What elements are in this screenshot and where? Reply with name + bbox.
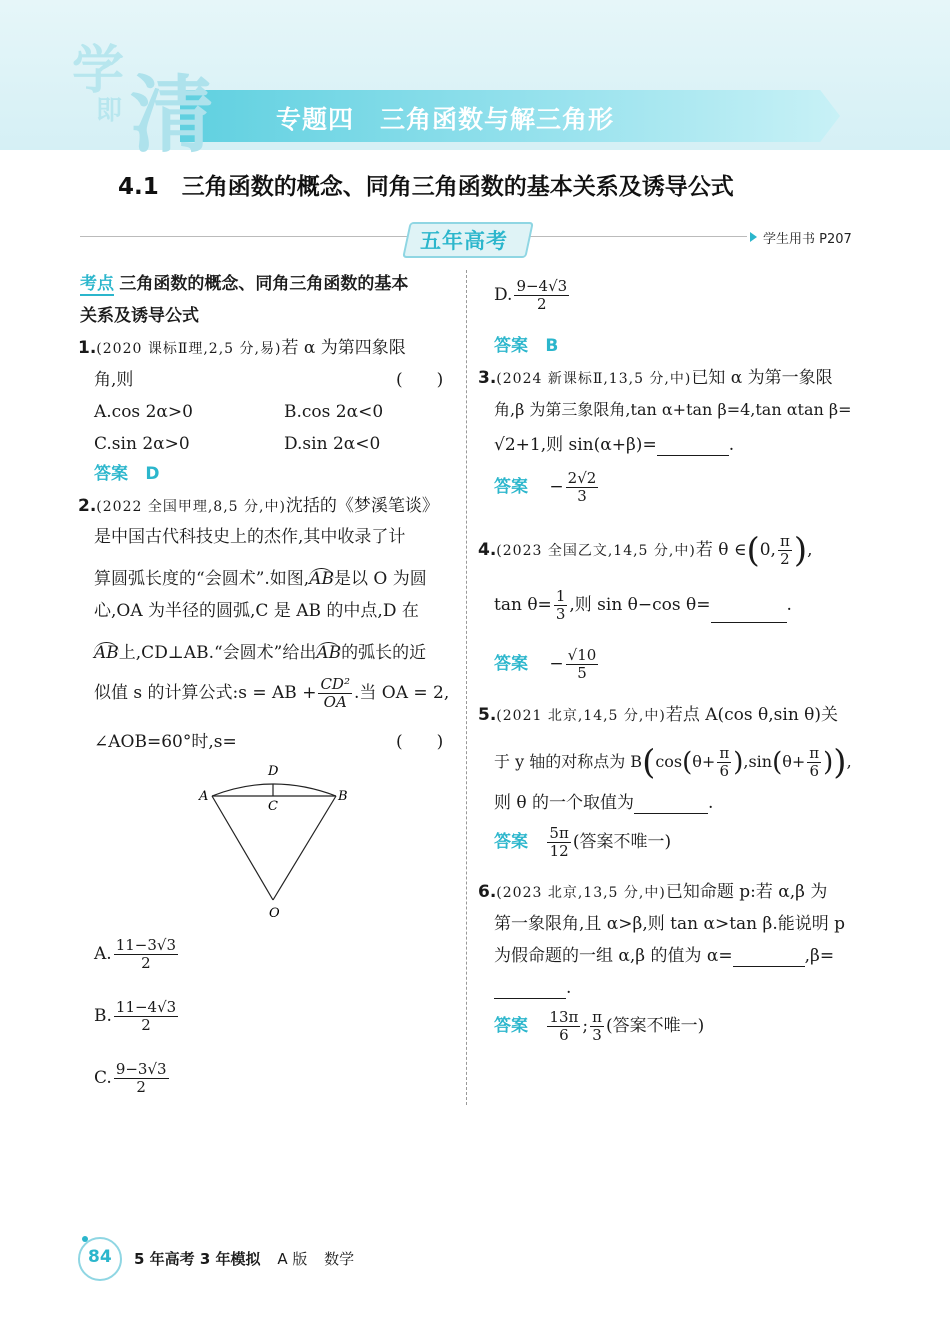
topic-title: 专题四 三角函数与解三角形 — [276, 105, 615, 134]
q3-answer-sign: − — [549, 477, 564, 497]
q5-paren-inner-left-1: ( — [682, 747, 693, 778]
q6-answer-1-num: 13π — [549, 1008, 579, 1026]
q5-fraction-1 — [717, 745, 731, 780]
q3-number: 3. — [478, 368, 497, 388]
q6-line-3 — [494, 945, 834, 967]
q6-number: 6. — [478, 882, 497, 902]
q6-source: (2023 北京,13,5 分,中) — [496, 885, 666, 901]
q2-figure-arc — [212, 784, 336, 796]
q1-answer — [94, 463, 160, 485]
q2-fraction-den: OA — [323, 693, 347, 711]
q2-stem-7: ∠AOB=60°时,s= — [94, 732, 237, 752]
q5-paren-inner-right-1: ) — [733, 747, 744, 778]
q1-option-d: D.sin 2α<0 — [284, 434, 381, 454]
q3-answer-fraction — [566, 470, 599, 505]
q3-stem-1: 已知 α 为第一象限 — [691, 368, 833, 388]
footer-edition: A 版 — [277, 1250, 308, 1268]
q5-pi-2: π — [809, 744, 820, 762]
q6-stem-3a: 为假命题的一组 α,β 的值为 α= — [494, 946, 733, 966]
q4-stem-2-end: . — [786, 595, 792, 615]
q4-stem-2b: ,则 sin θ−cos θ= — [569, 595, 711, 615]
q2-stem-1: 沈括的《梦溪笔谈》 — [285, 496, 439, 516]
q6-answer-fraction-1 — [547, 1009, 580, 1044]
q2-line-6 — [94, 676, 449, 711]
q5-paren-inner-right-2: ) — [823, 747, 834, 778]
logo-char-1: 学 — [72, 41, 125, 101]
q5-theta-plus-2: θ+ — [782, 752, 806, 771]
q6-answer-separator: ; — [582, 1016, 589, 1036]
q2-formula-fraction — [318, 676, 352, 711]
q1-option-a: A.cos 2α>0 — [94, 402, 193, 422]
q2-stem-6b: .当 OA = 2, — [353, 683, 450, 703]
q1-answer-label: 答案 — [94, 464, 128, 484]
q5-number: 5. — [478, 705, 497, 725]
q2-number: 2. — [78, 496, 97, 516]
q4-two: 2 — [780, 550, 790, 568]
q5-six-2: 6 — [809, 762, 819, 780]
q5-stem-2a: 于 y 轴的对称点为 B — [494, 752, 643, 771]
q5-pi-1: π — [719, 744, 730, 762]
kaodian-text-2: 关系及诱导公式 — [80, 306, 199, 326]
q4-answer-fraction — [566, 647, 599, 682]
q4-source: (2023 全国乙文,14,5 分,中) — [496, 543, 696, 559]
q3-stem-2: 角,β 为第三象限角,tan α+tan β=4,tan αtan β= — [494, 400, 852, 419]
q6-answer-fraction-2 — [590, 1009, 604, 1044]
q2-option-c-den: 2 — [136, 1078, 146, 1096]
q4-blank[interactable] — [711, 606, 787, 623]
q6-stem-3b: ,β= — [804, 946, 835, 966]
footer-book: 5 年高考 3 年模拟 — [134, 1250, 261, 1268]
q2-paren: ( ) — [396, 732, 444, 752]
logo — [60, 18, 220, 164]
q4-tan-den: 3 — [555, 605, 566, 623]
q2-option-d-fraction — [514, 278, 569, 313]
q2-option-d-letter: D. — [494, 285, 513, 305]
q5-fraction-2 — [807, 745, 821, 780]
q2-option-c-fraction — [114, 1061, 169, 1096]
q2-answer-value: B — [545, 336, 559, 356]
q2-stem-3a: 算圆弧长度的“会圆术”.如图, — [94, 569, 310, 589]
q5-answer-den: 12 — [549, 842, 569, 860]
q6-answer-2-den: 3 — [592, 1026, 602, 1044]
q5-answer-fraction — [547, 825, 570, 860]
q5-blank[interactable] — [634, 797, 708, 814]
q2-option-d-num: 9−4√3 — [516, 277, 568, 295]
q2-figure — [190, 760, 360, 925]
q4-answer — [494, 647, 600, 682]
q6-answer-1-den: 6 — [559, 1026, 569, 1044]
banner-line-left — [80, 236, 410, 237]
q2-option-c — [94, 1061, 171, 1096]
column-divider — [466, 270, 467, 1105]
q3-stem-3: √2+1,则 sin(α+β)= — [494, 435, 657, 455]
q1-stem-2: 角,则 — [94, 370, 134, 390]
q2-answer — [494, 335, 558, 357]
q4-pi: π — [779, 532, 790, 550]
q2-arc-ab-3: AB — [316, 643, 342, 663]
q3-answer-den: 3 — [577, 487, 587, 505]
q3-answer-num: 2√2 — [567, 469, 597, 487]
footer-text — [134, 1248, 354, 1269]
q4-number: 4. — [478, 540, 497, 560]
section-title: 4.1 三角函数的概念、同角三角函数的基本关系及诱导公式 — [118, 174, 734, 200]
q2-option-a-letter: A. — [94, 944, 112, 964]
q2-arc-ab-1: AB — [309, 569, 334, 589]
q4-tan-num: 1 — [555, 587, 566, 605]
q3-line-3 — [494, 434, 734, 456]
q2-figure-radius-oa — [212, 796, 273, 900]
q5-sin: ,sin — [743, 752, 773, 771]
q4-answer-num: √10 — [567, 646, 597, 664]
q2-figure-label-c: C — [268, 799, 278, 814]
banner-line-right — [522, 236, 747, 237]
q4-interval-fraction — [778, 533, 792, 568]
q4-answer-sign: − — [549, 654, 564, 674]
q6-answer-2-num: π — [592, 1008, 602, 1026]
q1-paren: ( ) — [396, 370, 444, 390]
footer-page-number: 84 — [88, 1247, 112, 1267]
q1-number: 1. — [78, 338, 97, 358]
q6-stem-2: 第一象限角,且 α>β,则 tan α>tan β.能说明 p — [494, 914, 846, 934]
logo-char-3: 清 — [130, 66, 215, 164]
q6-stem-1: 已知命题 p:若 α,β 为 — [665, 882, 828, 902]
q3-answer — [494, 470, 600, 505]
q2-line-3 — [94, 568, 427, 590]
q6-blank-alpha[interactable] — [733, 950, 805, 967]
q6-stem-4-end: . — [566, 978, 572, 998]
q1-stem-1: 若 α 为第四象限 — [281, 338, 406, 358]
q5-source: (2021 北京,14,5 分,中) — [496, 708, 666, 724]
q3-source: (2024 新课标Ⅱ,13,5 分,中) — [496, 371, 692, 387]
q5-six-1: 6 — [719, 762, 730, 780]
q5-cos: cos — [655, 752, 683, 771]
kaodian-text-1: 三角函数的概念、同角三角函数的基本 — [119, 274, 409, 294]
q4-tan-fraction — [554, 588, 568, 623]
q2-stem-5b: 上,CD⊥AB.“会圆术”给出 — [118, 643, 317, 663]
q6-line-4 — [494, 977, 571, 999]
q5-answer — [494, 825, 671, 860]
q4-stem-2a: tan θ= — [494, 595, 552, 615]
q2-option-c-letter: C. — [94, 1068, 112, 1088]
q1-option-c: C.sin 2α>0 — [94, 434, 190, 454]
book-reference: 学生用书 P207 — [763, 232, 852, 247]
q2-stem-5c: 的弧长的近 — [341, 643, 427, 663]
q3-answer-label: 答案 — [494, 477, 528, 497]
q2-option-d-den: 2 — [537, 295, 547, 313]
q2-figure-radius-ob — [273, 796, 336, 900]
q5-stem-3: 则 θ 的一个取值为 — [494, 793, 635, 813]
q2-option-a-den: 2 — [141, 954, 151, 972]
q4-line-2 — [494, 588, 792, 623]
q4-line-1: 4.(2023 全国乙文,14,5 分,中)若 θ ∈(0, $\frac{\pi}{2}$ ), — [478, 530, 813, 571]
q2-option-b-den: 2 — [141, 1016, 151, 1034]
q5-stem-3-end: . — [708, 793, 714, 813]
footer-subject: 数学 — [324, 1250, 355, 1268]
q6-line-1 — [478, 881, 827, 904]
q6-answer — [494, 1009, 704, 1044]
q4-interval-left: 0, — [759, 540, 776, 560]
q3-stem-3-end: . — [728, 435, 735, 455]
q5-answer-label: 答案 — [494, 832, 528, 852]
q6-answer-label: 答案 — [494, 1016, 528, 1036]
q2-answer-label: 答案 — [494, 336, 528, 356]
q2-fraction-num: CD² — [320, 675, 350, 693]
q2-arc-ab-2: AB — [94, 643, 119, 663]
ref-arrow-icon — [750, 232, 757, 242]
q2-option-b — [94, 999, 180, 1034]
logo-char-2: 即 — [96, 96, 123, 126]
q4-paren-left: ( — [746, 530, 760, 571]
q5-line-2: 于 y 轴的对称点为 B(cos(θ+ $\frac{\pi}{6}$ ),sin(θ+ $\frac{\pi}{6}$ )), — [494, 742, 852, 783]
kaodian-label: 考点 — [80, 274, 114, 294]
q5-paren-inner-left-2: ( — [772, 747, 783, 778]
q3-line-1 — [478, 367, 833, 390]
q5-line-3 — [494, 792, 713, 814]
q5-line-1 — [478, 704, 838, 727]
q5-stem-1: 若点 A(cos θ,sin θ)关 — [665, 705, 839, 725]
q6-blank-beta[interactable] — [494, 982, 566, 999]
q4-answer-label: 答案 — [494, 654, 528, 674]
q2-option-b-num: 11−4√3 — [115, 998, 177, 1016]
q2-stem-6a: 似值 s 的计算公式:s = AB + — [94, 683, 317, 703]
q2-stem-2: 是中国古代科技史上的杰作,其中收录了计 — [94, 527, 406, 547]
q2-figure-label-d: D — [268, 764, 279, 779]
q5-answer-num: 5π — [549, 824, 569, 842]
q2-figure-label-a: A — [199, 789, 209, 804]
q2-line-1 — [78, 495, 439, 518]
q2-figure-label-b: B — [338, 789, 348, 804]
q4-paren-right: ) — [793, 530, 808, 571]
q2-line-5 — [94, 642, 426, 664]
q1-source: (2020 课标Ⅱ理,2,5 分,易) — [96, 341, 282, 357]
q2-stem-4: 心,OA 为半径的圆弧,C 是 AB 的中点,D 在 — [94, 601, 419, 621]
q2-source: (2022 全国甲理,8,5 分,中) — [96, 499, 286, 515]
q2-option-b-letter: B. — [94, 1006, 112, 1026]
q3-blank[interactable] — [657, 439, 729, 456]
q6-answer-note: (答案不唯一) — [605, 1016, 705, 1036]
q4-answer-den: 5 — [577, 664, 587, 682]
footer-dot-icon — [82, 1236, 88, 1242]
q2-option-a-num: 11−3√3 — [115, 936, 176, 954]
q2-option-a — [94, 937, 180, 972]
q2-option-b-fraction — [114, 999, 178, 1034]
q2-option-c-num: 9−3√3 — [115, 1060, 167, 1078]
q4-stem-1: 若 θ ∈ — [695, 540, 747, 560]
q1-answer-value: D — [145, 464, 160, 484]
q2-option-a-fraction — [114, 937, 178, 972]
q5-theta-plus-1: θ+ — [692, 752, 716, 771]
q5-answer-note: (答案不唯一) — [572, 832, 672, 852]
q1-line-1 — [78, 337, 406, 360]
kaodian — [80, 273, 408, 295]
q2-figure-label-o: O — [269, 906, 280, 921]
banner-text: 五年高考 — [420, 229, 508, 253]
q5-paren-outer-right: ) — [833, 742, 847, 783]
q5-paren-outer-left: ( — [642, 742, 656, 783]
q2-option-d — [494, 278, 571, 313]
q1-option-b: B.cos 2α<0 — [284, 402, 384, 422]
q2-stem-3b: 是以 O 为圆 — [333, 569, 427, 589]
